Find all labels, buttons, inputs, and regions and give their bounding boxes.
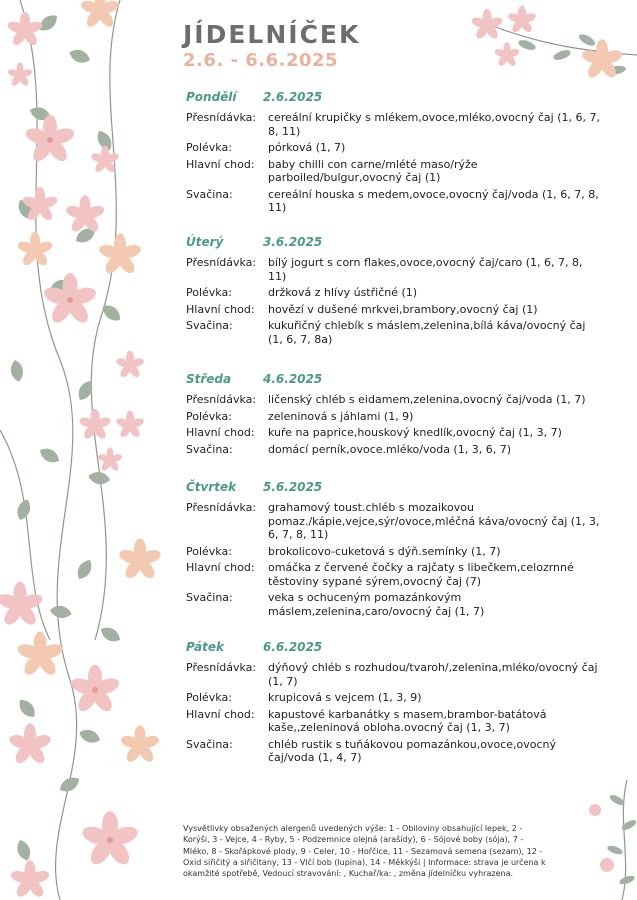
breakfast-label: Přesnídávka: (186, 393, 257, 406)
soup-value: krupicová s vejcem (1, 3, 9) (268, 691, 422, 704)
day-date: 3.6.2025 (263, 235, 323, 249)
day-section-tuesday (183, 235, 603, 346)
breakfast-label: Přesnídávka: (186, 661, 257, 674)
main-course-label: Hlavní chod: (186, 157, 255, 171)
day-section-wednesday (183, 372, 603, 456)
main-course-value: baby chilli con carne/mlété maso/rýže parboiled/bulgur,ovocný čaj (1) (268, 157, 478, 184)
main-course-label: Hlavní chod: (186, 302, 255, 316)
day-date: 5.6.2025 (263, 480, 323, 494)
allergen-legend: Vysvětlivky obsažených alergenů uvedených výše: 1 - Obiloviny obsahující lepek, 2 - Korýši, 3 - Vejce, 4 - Ryby, 5 - Podzemnice olejná (arašídy), 6 - Sójové boby (sója), 7 - Mléko, 8 - Skořápkové plody, 9 - Celer, 10 - Hořčice, 11 - Sezamová semena (sezam), 12 - Oxid siřičitý a siřičitany, 13 - Vlčí bob (lupina), 14 - Měkkýši | Informace: strava je určena k okamžité spotřebě, Vedoucí stravování: , Kuchař/ka: , změna jídelníčku vyhrazena. (183, 824, 546, 879)
day-date: 6.6.2025 (263, 640, 323, 654)
day-name: Úterý (186, 235, 224, 249)
breakfast-label: Přesnídávka: (186, 256, 257, 269)
day-name: Pátek (186, 640, 224, 654)
main-course-label: Hlavní chod: (186, 707, 255, 721)
main-course-value: kuře na paprice,houskový knedlík,ovocný čaj (1, 3, 7) (268, 426, 562, 439)
breakfast-label: Přesnídávka: (186, 501, 257, 514)
snack-label: Svačina: (186, 187, 233, 201)
floral-border-left (0, 0, 170, 900)
main-course-value: omáčka z červené čočky a rajčaty s libečkem,celozrnné těstoviny sypané sýrem,ovocný čaj (7) (268, 561, 574, 588)
main-course-value: hovězí v dušené mrkvei,brambory,ovocný čaj (1) (268, 302, 538, 316)
main-course-label: Hlavní chod: (186, 561, 255, 574)
soup-label: Polévka: (186, 691, 232, 704)
soup-value: zeleninová s jáhlami (1, 9) (268, 409, 414, 423)
breakfast-value: cereální krupičky s mlékem,ovoce,mléko,ovocný čaj (1, 6, 7, 8, 11) (268, 111, 600, 138)
day-date: 4.6.2025 (263, 372, 323, 386)
day-section-friday (183, 640, 603, 765)
snack-label: Svačina: (186, 442, 233, 456)
snack-value: kukuřičný chlebík s máslem,zelenina,bílá káva/ovocný čaj (1, 6, 7, 8a) (268, 319, 586, 346)
soup-label: Polévka: (186, 141, 232, 154)
breakfast-value: grahamový toust.chléb s mozaikovou pomaz./kápie,vejce,sýr/ovoce,mléčná káva/ovocný čaj (1, 3, 6, 7, 8, 11) (268, 501, 600, 541)
day-name: Čtvrtek (186, 480, 237, 494)
day-name: Středa (186, 372, 232, 386)
day-section-thursday (183, 480, 603, 618)
snack-label: Svačina: (186, 319, 233, 332)
snack-label: Svačina: (186, 737, 233, 751)
main-course-value: kapustové karbanátky s masem,brambor-batátová kaše,,zeleninová obloha.ovocný čaj (1, 3, 7) (268, 707, 547, 734)
snack-value: domácí perník,ovoce.mléko/voda (1, 3, 6, 7) (268, 442, 511, 456)
breakfast-value: bílý jogurt s corn flakes,ovoce,ovocný čaj/caro (1, 6, 7, 8, 11) (268, 256, 583, 283)
main-course-label: Hlavní chod: (186, 426, 255, 439)
soup-label: Polévka: (186, 286, 232, 299)
soup-value: pórková (1, 7) (268, 141, 346, 154)
page-title: JÍDELNÍČEK (183, 20, 361, 49)
breakfast-value: ličenský chléb s eidamem,zelenina,ovocný čaj/voda (1, 7) (268, 393, 586, 406)
breakfast-value: dýňový chléb s rozhudou/tvaroh/,zelenina,mléko/ovocný čaj (1, 7) (268, 661, 598, 688)
day-section-monday (183, 90, 603, 215)
floral-corner-bottom-right (577, 780, 637, 900)
day-name: Pondělí (186, 90, 237, 104)
snack-value: chléb rustik s tuňákovou pomazánkou,ovoce,ovocný čaj/voda (1, 4, 7) (268, 737, 557, 764)
soup-value: brokolicovo-cuketová s dýň.semínky (1, 7) (268, 544, 501, 558)
soup-label: Polévka: (186, 544, 232, 558)
breakfast-label: Přesnídávka: (186, 111, 257, 124)
snack-value: cereální houska s medem,ovoce,ovocný čaj/voda (1, 6, 7, 8, 11) (268, 187, 599, 214)
date-range: 2.6. - 6.6.2025 (183, 50, 339, 71)
day-date: 2.6.2025 (263, 90, 323, 104)
soup-label: Polévka: (186, 409, 232, 423)
floral-corner-top-right (467, 0, 637, 90)
snack-label: Svačina: (186, 591, 233, 604)
soup-value: držková z hlívy ústřičné (1) (268, 286, 418, 299)
snack-value: veka s ochuceným pomazánkovým máslem,zelenina,caro/ovocný čaj (1, 7) (268, 591, 485, 618)
